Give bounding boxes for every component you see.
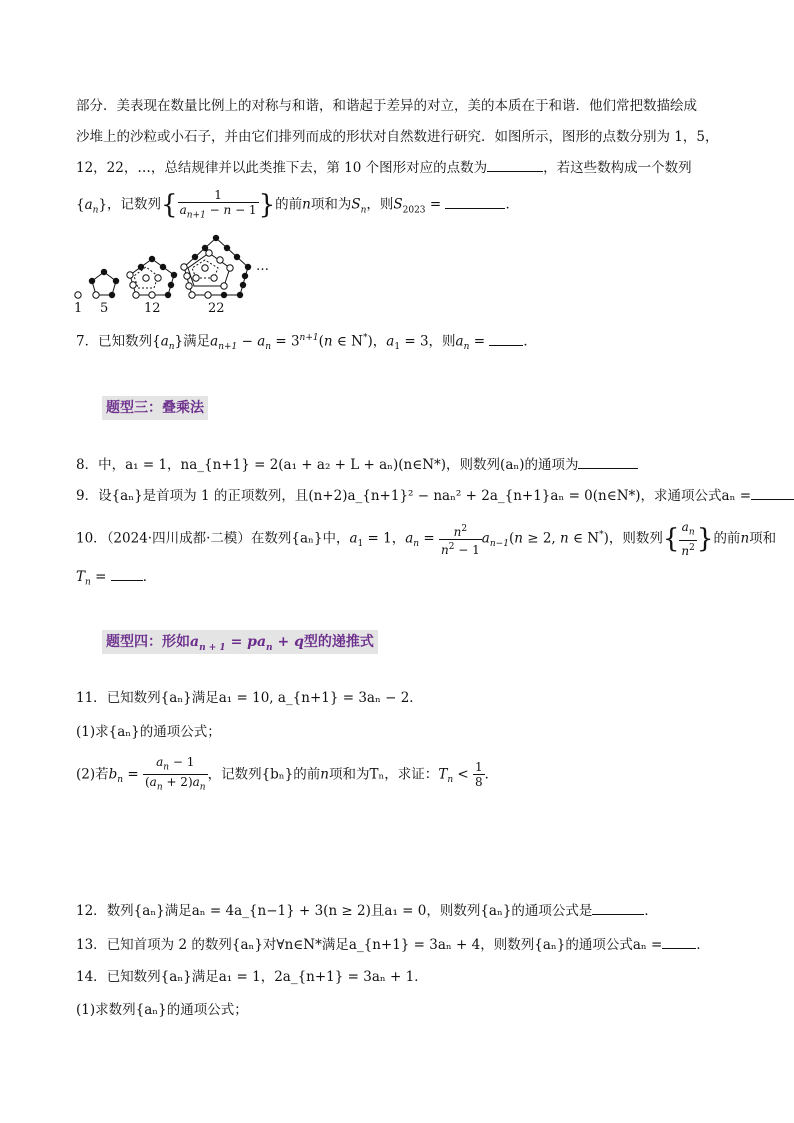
question-10: 10．（2024·四川成都·二模）在数列{aₙ}中，$a_1 = 1$，$a_n$ = $\frac{n^2}{n^2 - 1}$ $a_{n-1}(n \ge 2$, n ∈ N*)，则数列{ $\frac{a_n}{n^2}$ }的前n项和	[76, 520, 777, 558]
question-14-part-1: (1)求数列{aₙ}的通项公式；	[76, 1002, 248, 1018]
answer-blank[interactable]	[592, 900, 644, 915]
question-14: 14．已知数列{aₙ}满足a₁ = 1，2a_{n+1} = 3aₙ + 1．	[76, 969, 428, 985]
answer-blank[interactable]	[445, 194, 505, 209]
question-11-part-2: (2)若$b_n$ = $\frac{a_n - 1}{(a_n + 2)a_n}$ ，记数列{bₙ}的前n项和为Tₙ，求证：$T_n$ < $\frac{1}{8}$ ．	[76, 755, 499, 793]
intro-line-1: 部分．美表现在数量比例上的对称与和谐，和谐起于差异的对立，美的本质在于和谐．他们常把数描绘成	[76, 98, 697, 114]
answer-blank[interactable]	[487, 157, 543, 172]
answer-blank[interactable]	[662, 934, 696, 949]
figure-label: 12	[144, 301, 161, 316]
question-12: 12．数列{aₙ}满足aₙ = 4a_{n−1} + 3(n ≥ 2)且a₁ = 0，则数列{aₙ}的通项公式是 ．	[76, 900, 658, 921]
answer-blank[interactable]	[111, 566, 143, 581]
question-13: 13．已知首项为 2 的数列{aₙ}对∀n∈N*满足a_{n+1} = 3aₙ + 4，则数列{aₙ}的通项公式aₙ = ．	[76, 934, 710, 955]
question-7: 7．已知数列$\{a_n\}$满足$a_{n+1} - a_n = 3^{n+1}(n$ ∈ N*)，$a_1 = 3$，则$a_n$ = ．	[76, 328, 537, 357]
intro-line-3: 12，22，…，总结规律并以此类推下去，第 10 个图形对应的点数为 ，若这些数构成一个数列	[76, 157, 692, 178]
intro-line-4: $\{a_n\}$，记数列{ $\frac{1}{a_{n+1} - n - 1}$ }的前n项和为$S_n$，则$S_{2023}$ = ．	[76, 188, 519, 221]
fraction: $\frac{1}{8}$	[475, 760, 483, 790]
figure-label: 22	[208, 301, 225, 316]
question-10-cont: $T_n$ = ．	[76, 566, 156, 593]
question-11: 11．已知数列{aₙ}满足a₁ = 10, a_{n+1} = 3aₙ − 2．	[76, 690, 423, 706]
section-heading-3: 题型三：叠乘法	[102, 396, 208, 420]
answer-blank[interactable]	[489, 331, 523, 346]
fraction: $\frac{1}{a_{n+1} - n - 1}$	[179, 188, 257, 221]
figure-ellipsis: …	[256, 259, 269, 274]
question-11-part-1: (1)求{aₙ}的通项公式；	[76, 724, 221, 740]
figure-label: 5	[100, 301, 109, 316]
figure-label: 1	[74, 301, 83, 316]
figure-22	[181, 235, 251, 298]
fraction: $\frac{a_n}{n^2}$	[681, 520, 695, 558]
answer-blank[interactable]	[578, 454, 638, 469]
intro-line-2: 沙堆上的沙粒或小石子，并由它们排列而成的形状对自然数进行研究．如图所示，图形的点数分别为 1，5，	[76, 129, 719, 145]
fraction: $\frac{n^2}{n^2 - 1}$	[441, 523, 480, 557]
question-9: 9．设{aₙ}是首项为 1 的正项数列，且(n+2)a_{n+1}² − naₙ² + 2a_{n+1}aₙ = 0(n∈N*)，求通项公式aₙ =	[76, 485, 794, 506]
answer-blank[interactable]	[751, 485, 794, 500]
figure-5	[89, 269, 119, 298]
pentagonal-dots-figure	[68, 228, 288, 318]
figure-12	[127, 256, 177, 298]
section-heading-4: 题型四：形如$a_{n + 1} = pa_n + q$型的递推式	[102, 630, 378, 654]
question-8: 8．中，a₁ = 1，na_{n+1} = 2(a₁ + a₂ + L + aₙ)(n∈N*)，则数列(aₙ)的通项为	[76, 454, 638, 475]
fraction: $\frac{a_n - 1}{(a_n + 2)a_n}$	[144, 755, 206, 793]
